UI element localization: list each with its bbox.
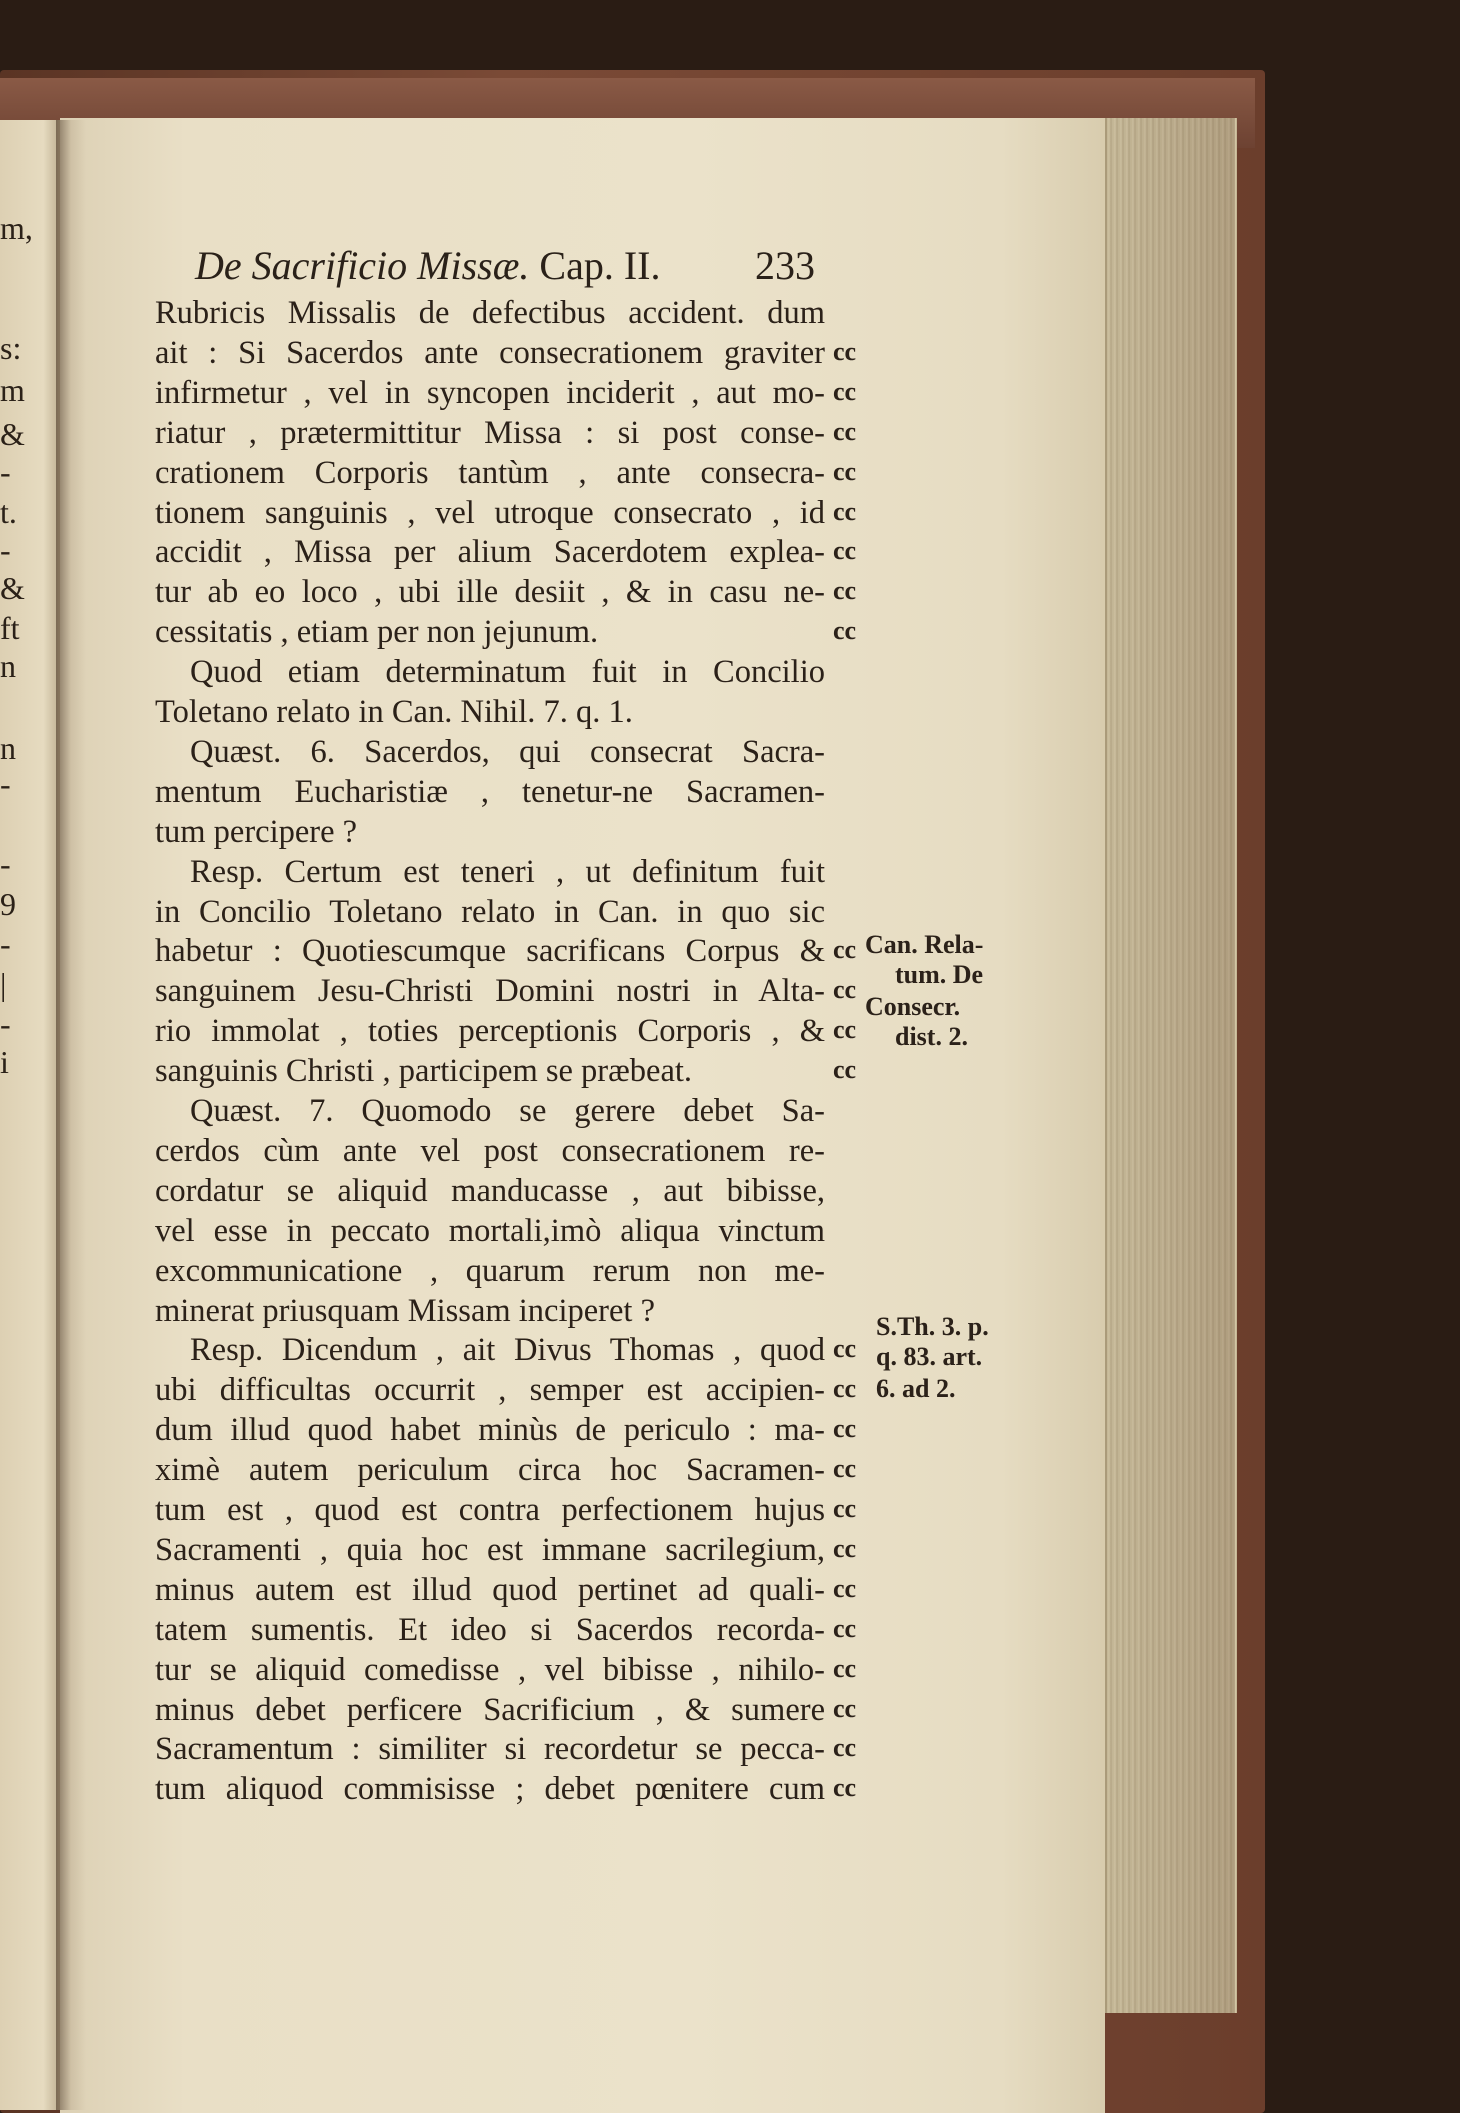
text-line: Quod etiam determinatum fuit in Concilio: [190, 654, 825, 691]
text-line: minus autem est illud quod pertinet ad quali-: [155, 1571, 825, 1608]
text-line: tur ab eo loco , ubi ille desiit , & in casu ne-: [155, 574, 825, 611]
side-note-line: Consecr.: [865, 992, 961, 1021]
text-line: habetur : Quotiescumque sacrificans Corpus &: [155, 933, 825, 970]
quote-mark: cc: [833, 975, 857, 1005]
quote-mark: cc: [833, 496, 857, 526]
quote-mark: cc: [833, 1533, 857, 1563]
text-line: sanguinis Christi , participem se præbeat.: [155, 1053, 693, 1090]
quote-mark: cc: [833, 1494, 857, 1523]
text-line: minerat priusquam Missam inciperet ?: [155, 1292, 656, 1329]
text-line: sanguinem Jesu-Christi Domini nostri in Alta-: [155, 973, 825, 1010]
quote-mark: cc: [833, 336, 857, 366]
facing-page-fragment: -: [0, 1006, 11, 1042]
facing-page-fragment: n: [0, 648, 16, 684]
facing-page-fragment: m,: [0, 210, 33, 246]
quote-mark: cc: [833, 1055, 857, 1085]
facing-page-fragment: 9: [0, 886, 16, 922]
text-line: tur se aliquid comedisse , vel bibisse , nihilo-: [155, 1651, 825, 1688]
side-note-line: Can. Rela-: [865, 930, 984, 959]
text-line: vel esse in peccato mortali,imò aliqua vinctum: [155, 1212, 825, 1249]
quote-mark: cc: [833, 416, 857, 446]
text-line: infirmetur , vel in syncopen inciderit , aut mo-: [155, 374, 825, 411]
facing-page-fragment: m: [0, 372, 25, 408]
facing-page-fragment: ft: [0, 610, 20, 646]
text-line: mentum Eucharistiæ , tenetur-ne Sacramen-: [155, 773, 825, 810]
facing-page-fragment: s:: [0, 330, 22, 366]
quote-mark: cc: [833, 1573, 857, 1603]
page-number: 233: [755, 243, 815, 288]
text-line: tum percipere ?: [155, 813, 358, 850]
facing-page-fragment: |: [0, 966, 7, 1002]
text-line: excommunicatione , quarum rerum non me-: [155, 1252, 825, 1289]
text-line: rio immolat , toties perceptionis Corporis , &: [155, 1013, 825, 1050]
side-note-line: tum. De: [895, 960, 984, 989]
text-line: minus debet perficere Sacrificium , & sumere: [155, 1691, 825, 1728]
text-line: cerdos cùm ante vel post consecrationem re-: [155, 1132, 825, 1169]
text-line: tatem sumentis. Et ideo si Sacerdos recorda-: [155, 1611, 825, 1648]
text-line: Sacramentum : similiter si recordetur se pecca-: [155, 1731, 825, 1768]
quote-mark: cc: [833, 576, 857, 606]
text-line: Toletano relato in Can. Nihil. 7. q. 1.: [155, 694, 633, 730]
text-line: Sacramenti , quia hoc est immane sacrilegium,: [155, 1531, 825, 1568]
facing-page-fragment: &: [0, 416, 25, 452]
text-line: in Concilio Toletano relato in Can. in quo sic: [155, 893, 825, 930]
quote-mark: cc: [833, 1374, 857, 1404]
text-line: ubi difficultas occurrit , semper est accipien-: [155, 1372, 825, 1409]
text-line: Quæst. 6. Sacerdos, qui consecrat Sacra-: [190, 733, 825, 770]
text-line: ait : Si Sacerdos ante consecrationem graviter: [155, 334, 825, 371]
facing-page-fragment: -: [0, 926, 11, 962]
quote-mark: cc: [833, 376, 857, 406]
quote-mark: cc: [833, 616, 857, 646]
quote-mark: cc: [833, 536, 857, 566]
side-note-line: 6. ad 2.: [876, 1374, 956, 1403]
text-line: Rubricis Missalis de defectibus accident. dum: [155, 295, 825, 331]
side-note-line: S.Th. 3. p.: [876, 1312, 989, 1341]
quote-mark: cc: [833, 1733, 857, 1763]
side-note-line: dist. 2.: [895, 1022, 968, 1051]
quote-mark: cc: [833, 1334, 857, 1364]
text-line: dum illud quod habet minùs de periculo : ma-: [155, 1412, 825, 1449]
page-edges-shade: [1105, 118, 1235, 2013]
text-line: Quæst. 7. Quomodo se gerere debet Sa-: [190, 1093, 825, 1129]
facing-page-fragment: -: [0, 846, 11, 882]
quote-mark: cc: [833, 1773, 857, 1803]
text-line: tum aliquod commisisse ; debet pœnitere cum: [155, 1771, 825, 1808]
facing-page-fragment: -: [0, 454, 11, 490]
header-chapter: Cap. II.: [539, 243, 661, 288]
facing-page-fragment: i: [0, 1044, 9, 1080]
running-header: [195, 242, 815, 289]
text-line: ximè autem periculum circa hoc Sacramen-: [155, 1452, 825, 1489]
text-line: Resp. Certum est teneri , ut definitum fuit: [190, 853, 825, 890]
text-line: riatur , prætermittitur Missa : si post conse-: [155, 414, 825, 451]
quote-mark: cc: [833, 1613, 857, 1643]
quote-mark: cc: [833, 1015, 857, 1045]
quote-mark: cc: [833, 1454, 857, 1484]
text-line: Resp. Dicendum , ait Divus Thomas , quod: [190, 1332, 825, 1369]
quote-mark: cc: [833, 1653, 857, 1683]
facing-page: [0, 120, 62, 2110]
quote-mark: cc: [833, 1693, 857, 1723]
text-line: tionem sanguinis , vel utroque consecrato , id: [155, 494, 825, 531]
quote-mark: cc: [833, 935, 857, 965]
gutter-shadow: [56, 120, 86, 2110]
facing-page-fragment: &: [0, 570, 25, 606]
facing-page-fragment: n: [0, 730, 16, 766]
facing-page-fragment: t.: [0, 494, 17, 530]
text-line: accidit , Missa per alium Sacerdotem explea-: [155, 534, 825, 571]
text-line: cessitatis , etiam per non jejunum.: [155, 614, 599, 651]
text-line: cordatur se aliquid manducasse , aut bibisse,: [155, 1172, 825, 1209]
quote-mark: cc: [833, 1414, 857, 1444]
facing-page-fragment: -: [0, 766, 11, 802]
text-line: crationem Corporis tantùm , ante consecra-: [155, 454, 825, 491]
quote-mark: cc: [833, 456, 857, 486]
facing-page-fragment: -: [0, 532, 11, 568]
header-title: De Sacrificio Missæ.: [195, 243, 530, 288]
text-line: tum est , quod est contra perfectionem hujus: [155, 1492, 825, 1528]
side-note-line: q. 83. art.: [876, 1342, 983, 1371]
